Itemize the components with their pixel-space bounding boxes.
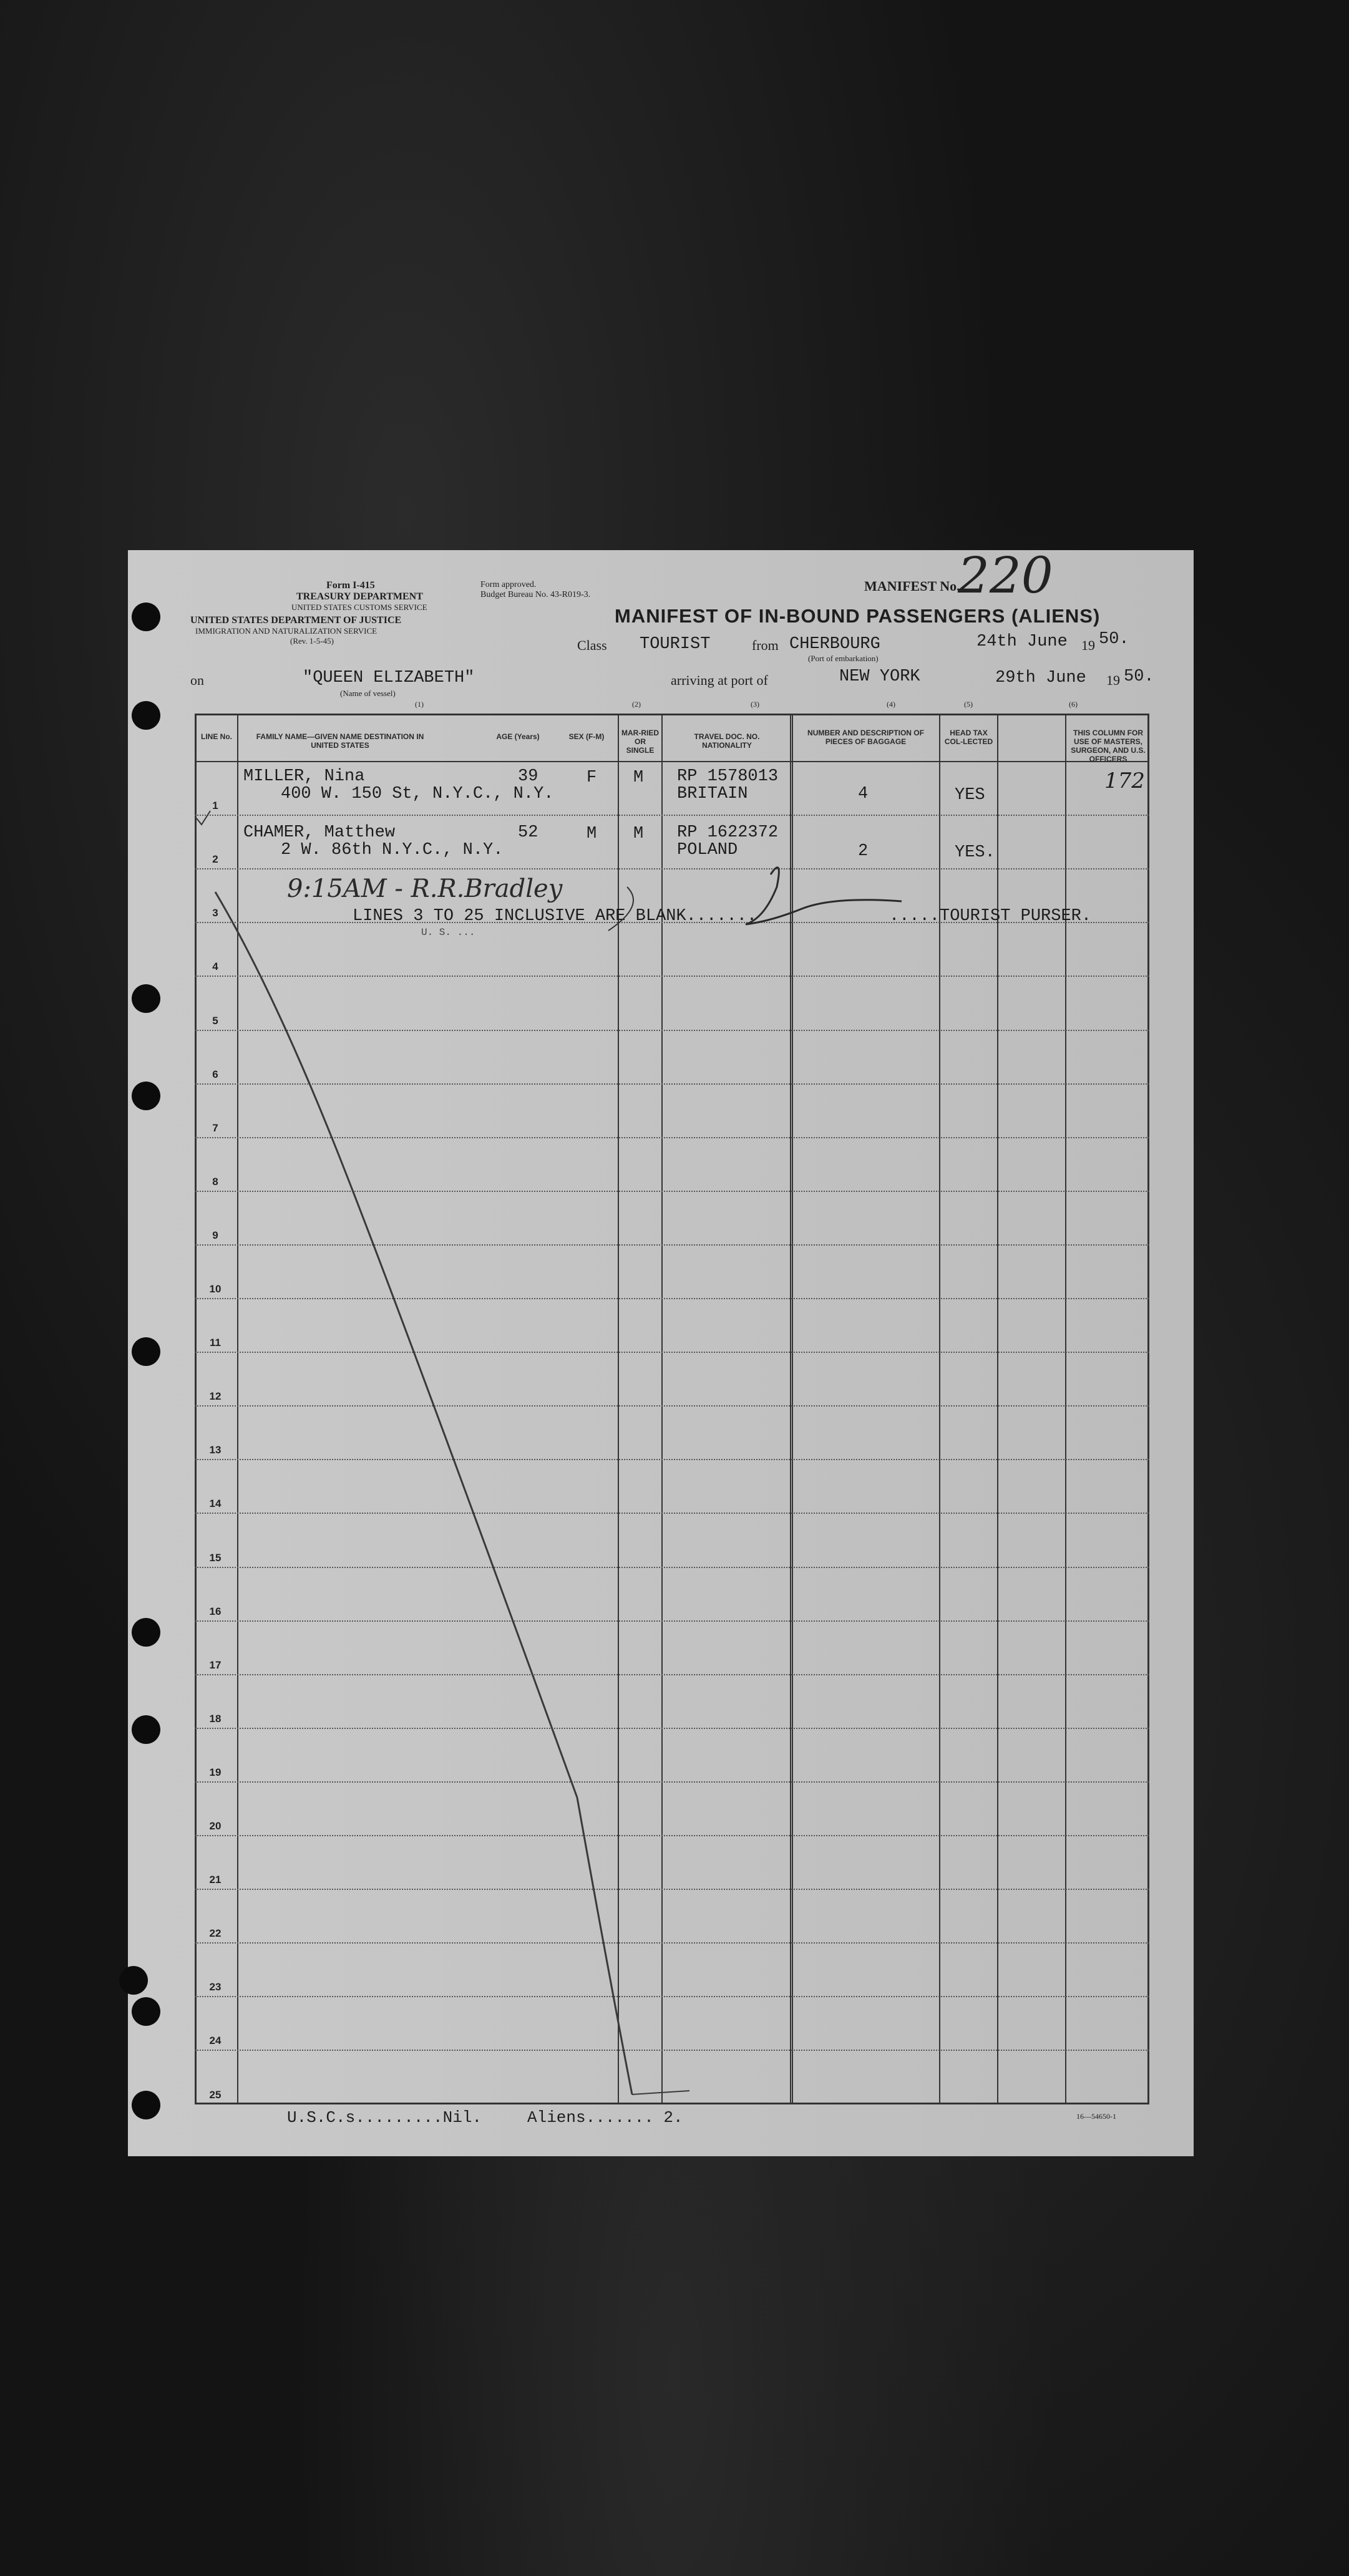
vessel-caption: (Name of vessel) xyxy=(340,689,396,698)
line-number: 2 xyxy=(212,853,218,866)
depart-year: 50. xyxy=(1099,630,1129,649)
passenger-2-age: 52 xyxy=(518,823,538,842)
arrival-year: 50. xyxy=(1124,667,1154,686)
col-num-6: (6) xyxy=(1069,700,1078,709)
depart-date: 24th June xyxy=(976,632,1068,651)
col-header-sex: SEX (F-M) xyxy=(568,732,605,741)
col-num-5: (5) xyxy=(964,700,973,709)
embark-port: CHERBOURG xyxy=(789,635,880,654)
arrival-port: NEW YORK xyxy=(839,667,920,686)
blank-lines-strike xyxy=(128,550,1194,2156)
line-number: 7 xyxy=(212,1121,218,1134)
depart-year-prefix: 19 xyxy=(1081,637,1095,653)
line-number: 24 xyxy=(209,2035,222,2047)
line-number: 6 xyxy=(212,1068,218,1080)
blank-lines-note: LINES 3 TO 25 INCLUSIVE ARE BLANK....... xyxy=(353,907,757,926)
handwritten-time-note: 9:15AM - R.R.Bradley xyxy=(287,874,563,903)
line-number: 15 xyxy=(209,1551,222,1564)
col-header-line: LINE No. xyxy=(201,732,232,741)
arriving-label: arriving at port of xyxy=(671,672,768,688)
col-num-3: (3) xyxy=(751,700,759,709)
from-label: from xyxy=(752,637,779,653)
line-number: 20 xyxy=(209,1820,222,1832)
class-label: Class xyxy=(577,637,607,653)
col-header-head-tax: HEAD TAX COL-LECTED xyxy=(944,729,993,746)
passenger-1-destination: 400 W. 150 St, N.Y.C., N.Y. xyxy=(281,785,554,803)
col-header-baggage: NUMBER AND DESCRIPTION OF PIECES OF BAGGAGE xyxy=(807,729,924,746)
line-number: 1 xyxy=(212,800,218,812)
form-approved: Form approved. xyxy=(480,580,537,589)
line-number: 18 xyxy=(209,1712,222,1725)
passenger-2-name: CHAMER, Matthew xyxy=(243,823,396,842)
line-number: 11 xyxy=(210,1337,221,1349)
line-number: 12 xyxy=(209,1390,222,1403)
passenger-1-head-tax: YES xyxy=(955,786,985,805)
passenger-1-doc: RP 1578013 xyxy=(677,767,779,786)
line-number: 5 xyxy=(212,1014,218,1027)
line-number: 16 xyxy=(209,1605,222,1617)
col-header-travel-doc: TRAVEL DOC. NO. NATIONALITY xyxy=(694,732,760,750)
us-stamp-note: U. S. ... xyxy=(421,927,475,938)
line-number: 23 xyxy=(209,1981,222,1993)
passenger-1-marital: M xyxy=(633,768,644,787)
manifest-sheet xyxy=(128,546,1194,2156)
passenger-2-nationality: POLAND xyxy=(677,841,738,859)
budget-bureau: Budget Bureau No. 43-R019-3. xyxy=(480,590,591,599)
treasury-dept: TREASURY DEPARTMENT xyxy=(296,591,423,602)
customs-service: UNITED STATES CUSTOMS SERVICE xyxy=(291,603,427,612)
line-number: 3 xyxy=(212,907,218,919)
line-number: 8 xyxy=(212,1175,218,1188)
passenger-1-name: MILLER, Nina xyxy=(243,767,365,786)
line-number: 9 xyxy=(212,1229,218,1241)
passenger-1-nationality: BRITAIN xyxy=(677,785,748,803)
line-number: 10 xyxy=(209,1283,222,1295)
col-num-4: (4) xyxy=(887,700,895,709)
passenger-2-doc: RP 1622372 xyxy=(677,823,779,842)
col-header-age: AGE (Years) xyxy=(496,732,540,741)
line-number: 19 xyxy=(209,1766,222,1778)
passenger-1-sex: F xyxy=(587,768,597,787)
line-number: 4 xyxy=(212,961,218,973)
arrival-date: 29th June xyxy=(995,669,1086,687)
line-number: 13 xyxy=(209,1444,222,1456)
justice-dept: UNITED STATES DEPARTMENT OF JUSTICE xyxy=(190,615,402,626)
form-number: Form I-415 xyxy=(326,580,375,591)
purser-note: .....TOURIST PURSER. xyxy=(889,907,1092,926)
passenger-2-sex: M xyxy=(587,825,597,843)
col-num-1: (1) xyxy=(415,700,424,709)
footer-uscs: U.S.C.s.........Nil. xyxy=(287,2108,482,2127)
embark-caption: (Port of embarkation) xyxy=(808,654,879,663)
manifest-title: MANIFEST OF IN-BOUND PASSENGERS (ALIENS) xyxy=(615,605,1101,627)
line-number: 25 xyxy=(209,2088,222,2101)
passenger-1-age: 39 xyxy=(518,767,538,786)
col-header-officers: THIS COLUMN FOR USE OF MASTERS, SURGEON, AND U.S. OFFICERS xyxy=(1071,729,1146,763)
passenger-1-officer-note: 172 xyxy=(1104,768,1145,793)
col-header-marital: MAR-RIED OR SINGLE xyxy=(621,729,659,755)
ins-service: IMMIGRATION AND NATURALIZATION SERVICE xyxy=(195,626,377,636)
col-num-2: (2) xyxy=(632,700,641,709)
passenger-2-baggage: 2 xyxy=(858,842,869,861)
passenger-2-marital: M xyxy=(633,825,644,843)
passenger-1-baggage: 4 xyxy=(858,785,869,803)
arrival-year-prefix: 19 xyxy=(1106,672,1120,688)
col-header-name: FAMILY NAME—GIVEN NAME DESTINATION IN UNITED STATES xyxy=(256,732,424,750)
line-number: 22 xyxy=(209,1927,222,1940)
passenger-2-destination: 2 W. 86th N.Y.C., N.Y. xyxy=(281,841,504,859)
line-number: 17 xyxy=(209,1658,222,1671)
manifest-number: 220 xyxy=(958,546,1053,604)
manifest-label: MANIFEST No. xyxy=(864,578,960,594)
class-value: TOURIST xyxy=(640,635,711,654)
line-number: 21 xyxy=(209,1874,222,1886)
line-number: 14 xyxy=(209,1498,222,1510)
footer-aliens: Aliens....... 2. xyxy=(527,2108,683,2127)
form-rev: (Rev. 1-5-45) xyxy=(290,636,334,646)
passenger-2-head-tax: YES. xyxy=(955,843,995,862)
vessel-name: "QUEEN ELIZABETH" xyxy=(303,669,475,687)
on-label: on xyxy=(190,672,204,688)
footer-code: 16—54650-1 xyxy=(1076,2112,1116,2121)
